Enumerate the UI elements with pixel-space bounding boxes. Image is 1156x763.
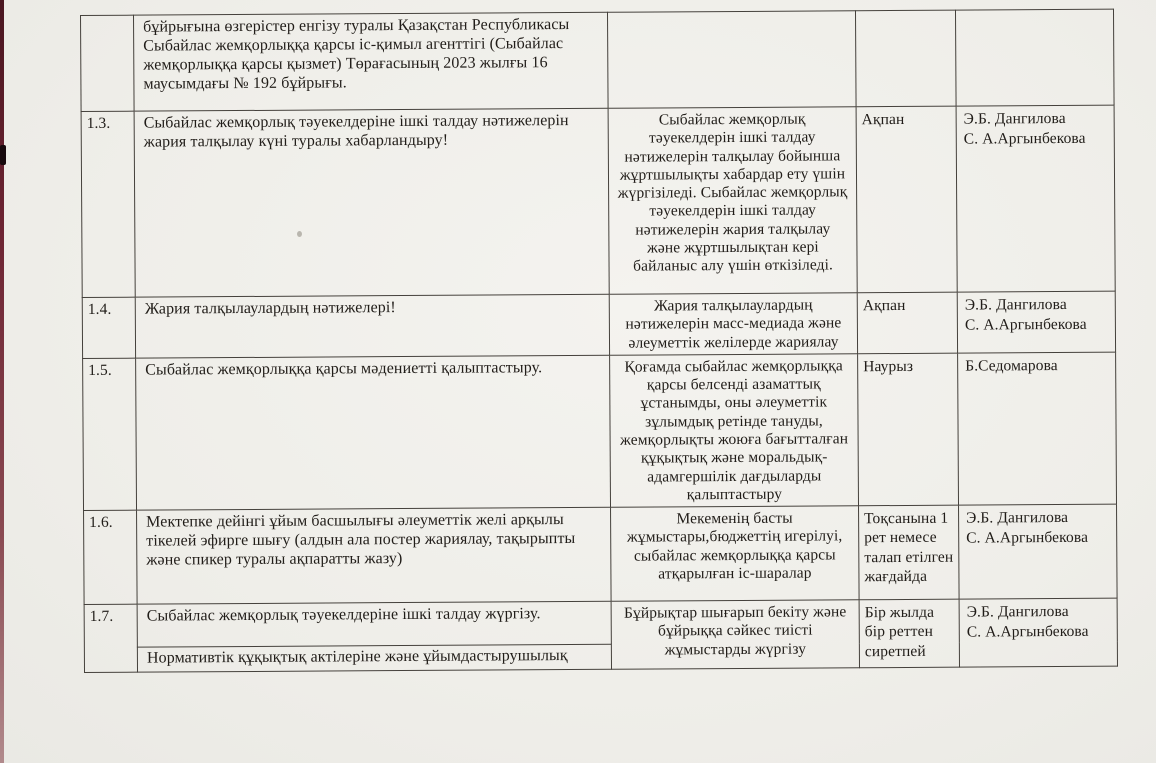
cell-activity: Сыбайлас жемқорлық тәуекелдеріне ішкі талдау нәтижелерін жария талқылау күні туралы хабарландыру! [134, 108, 609, 297]
cell-activity: Жария талқылаулардың нәтижелері! [135, 294, 609, 358]
cell-description: Қоғамда сыбайлас жемқорлыққа қарсы белсенді азаматтық ұстанымды, оны әлеуметтік зұлымдық ретінде тануды, жемқорлықты жоюға бағытталған құқықтық және моральдық-адамгершілік дағдыларды қалыптастыру [610, 354, 859, 508]
cell-responsible [958, 352, 1117, 505]
scan-edge-strip [0, 0, 4, 763]
table-row [81, 105, 1115, 297]
responsible-name: С. А.Аргынбекова [964, 315, 1087, 334]
responsible-name: Б.Седомарова [965, 356, 1058, 375]
scan-edge-mark [0, 145, 6, 165]
cell-number: 1.5. [83, 358, 137, 511]
cell-term: Ақпан [856, 106, 957, 293]
responsible-name: Э.Б. Дангилова [966, 603, 1069, 621]
action-plan-table-wrap [80, 9, 1118, 673]
cell-description: Мекеменің басты жұмыстары,бюджеттің игерілуі, сыбайлас жемқорлыққа қарсы атқарылған іс-шаралар [611, 506, 860, 602]
cell-number [81, 15, 135, 111]
responsible-name: Э.Б. Дангилова [963, 109, 1066, 128]
cell-responsible [959, 504, 1118, 599]
cell-activity: Сыбайлас жемқорлық тәуекелдеріне ішкі талдау жүргізу. [137, 601, 611, 647]
action-plan-table [80, 9, 1118, 673]
table-row [82, 291, 1115, 358]
cell-number: 1.3. [81, 111, 135, 297]
table-row [83, 352, 1117, 511]
table-row [81, 9, 1115, 111]
cell-responsible [955, 9, 1114, 106]
cell-term: Бір жылда бір реттен сиретпей [859, 599, 959, 668]
cell-activity: бұйрығына өзгерістер енгізу туралы Қазақстан Республикасы Сыбайлас жемқорлыққа қарсы іс-қимыл агенттігі (Сыбайлас жемқорлыққа қарсы қызмет) Төрағасының 2023 жылғы 16 маусымдағы № 192 бұйрығы. [134, 12, 609, 111]
cell-number: 1.4. [82, 297, 135, 358]
cell-description: Сыбайлас жемқорлық тәуекелдерін ішкі талдау нәтижелерін талқылау бойынша жұртшылықты хабардар ету үшін жүргізіледі. Сыбайлас жемқорлық тәуекелдерін ішкі талдау нәтижелерін жария талқылау және жұртшылықтан кері байланыс алу үшін өткізіледі. [608, 107, 857, 295]
cell-description: Бұйрықтар шығарып бекіту және бұйрыққа сәйкес тиісті жұмыстарды жүргізу [611, 600, 859, 670]
cell-description: Жария талқылаулардың нәтижелерін масс-медиада және әлеуметтік желілерде жариялау [609, 293, 857, 355]
cell-number: 1.7. [84, 604, 137, 672]
responsible-name: С. А.Аргынбекова [966, 622, 1089, 641]
cell-responsible [957, 291, 1115, 353]
cell-description [607, 11, 856, 109]
responsible-name: С. А.Аргынбекова [966, 528, 1089, 547]
table-row [84, 504, 1118, 604]
cell-responsible [959, 598, 1117, 667]
cell-term: Наурыз [858, 353, 959, 506]
cell-term: Тоқсанына 1 рет немесе талап етілген жағдайда [859, 505, 960, 600]
cell-activity-continued: Нормативтік құқықтық актілеріне және ұйымдастырушылық [137, 644, 611, 672]
cell-term [855, 10, 956, 107]
cell-activity: Сыбайлас жемқорлыққа қарсы мәдениетті қалыптастыру. [136, 355, 611, 510]
responsible-name: Э.Б. Дангилова [966, 509, 1069, 527]
responsible-name: Э.Б. Дангилова [964, 295, 1067, 314]
cell-term: Ақпан [857, 292, 957, 353]
table-row [84, 598, 1117, 647]
responsible-name: С. А.Аргынбекова [963, 129, 1086, 148]
cell-responsible [956, 105, 1115, 292]
cell-activity: Мектепке дейінгі ұйым басшылығы әлеуметтік желі арқылы тікелей эфирге шығу (алдын ала постер жариялау, тақырыпты және спикер туралы ақпаратты жазу) [137, 507, 612, 604]
cell-number: 1.6. [84, 510, 138, 604]
